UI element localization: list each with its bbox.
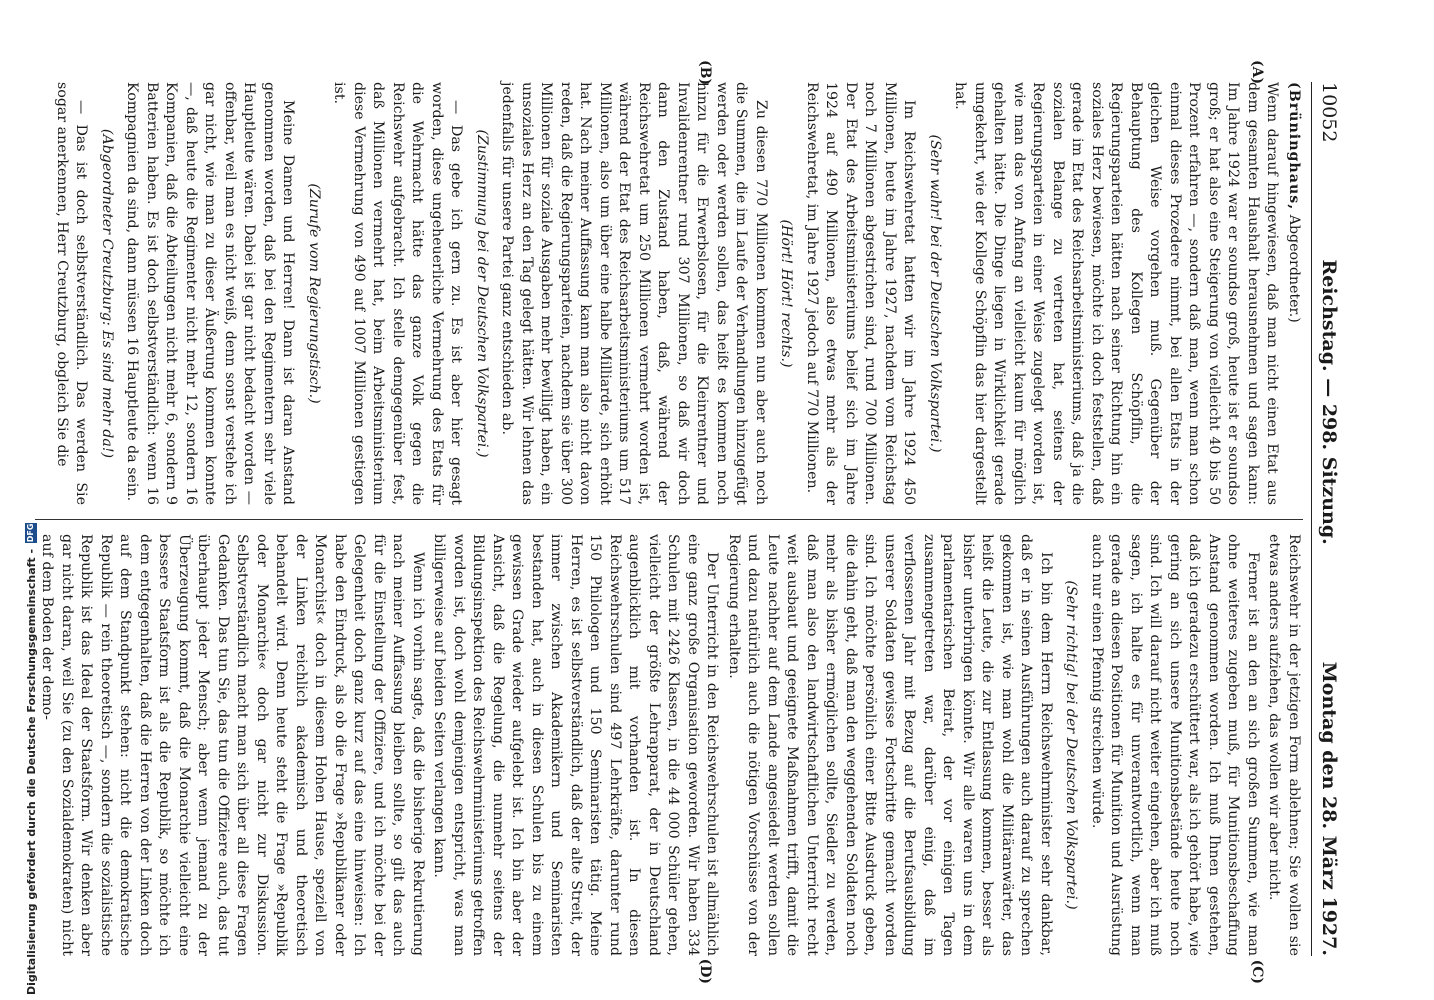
paragraph: — Das ist doch selbstverständlich. Das werden Sie sogar anerkennen, Herr Creutzburg, obgleich Sie die	[54, 82, 90, 505]
margin-marker-a: (A)	[1249, 60, 1265, 85]
interjection: (Sehr wahr! bei der Deutschen Volkspartei.)	[927, 134, 943, 453]
right-column	[35, 519, 1303, 956]
credit-text: Digitalisierung gefördert durch die Deutsche Forschungsgemeinschaft -	[24, 548, 38, 995]
paragraph: Ich bin dem Herrn Reichswehrminister sehr dankbar, daß er in seinen Ausführungen auch darauf zu sprechen gekommen ist, wie man wohl die Militäranwärter, das heißt die Leute, die zur Entlassung kommen, besser als bisher unterbringen könnte. Wir alle waren uns in dem parlamentarischen Beirat, der vor einigen Tagen zusammengetreten war, darüber einig, daß im verflossenen Jahr mit Bezug auf die Berufsausbildung unserer Soldaten gewisse Fortschritte gemacht worden sind. Ich möchte persönlich einer Bitte Ausdruck geben, die dahin geht, daß man den weggehenden Soldaten noch mehr als bisher ermöglichen sollte, Siedler zu werden, daß man also den landwirtschaftlichen Unterricht recht weit ausbaut und geeignete Maßnahmen trifft, damit die Leute nachher auf dem Lande angesiedelt werden sollen und dazu natürlich auch die nötigen Vorschüsse von der Regierung erhalten.	[726, 534, 1054, 956]
speaker-role: Abgeordneter.)	[1286, 214, 1302, 323]
paragraph: Wenn ich vorhin sagte, daß die bisherige Rekrutierung nach meiner Auffassung bleiben sollte, so gilt das auch für die Einstellung der Offiziere, und ich möchte bei der Gelegenheit doch ganz kurz auf das eine hinweisen: Ich habe den Eindruck, als ob die Frage »Republikaner oder Monarchist« doch in diesem Hohen Hause, speziell von der Linken reichlich akademisch und theoretisch behandelt wird. Denn heute steht die Frage »Republik oder Monarchie« doch gar nicht zur Diskussion. Selbstverständlich macht man sich über all diese Fragen Gedanken. Das tun Sie, das tun die Offiziere auch, das tut überhaupt jeder Mensch; aber wenn jemand zu der Überzeugung kommt, daß die Monarchie vielleicht eine bessere Staatsform ist als die Republik, so möchte ich dem entgegenhalten, daß die Herren von der Linken doch auf dem Standpunkt stehen: nicht die demokratische Republik — rein theoretisch —, sondern die sozialistische Republik ist das Ideal der Staatsform. Wir denken aber gar nicht daran, weil Sie (zu den Sozialdemokraten) nicht auf dem Boden der demo-	[39, 534, 426, 956]
digitization-credit	[16, 0, 46, 995]
paragraph: Ferner ist an den an sich großen Summen, wie man ohne weiteres zugeben muß, für Munitionsbeschaffung Anstand genommen worden. Ich muß Ihnen gestehen, daß ich geradezu erschüttert war, als ich gehört habe, wie gering an sich unsere Munitionsbestände heute noch sind. Ich will darauf nicht weiter eingehen, aber ich muß sagen, ich halte es für unverantwortlich, wenn man gerade an diesen Positionen für Munition und Ausrüstung auch nur einen Pfennig streichen würde.	[1089, 534, 1261, 956]
paragraph: Meine Damen und Herren! Dann ist daran Anstand genommen worden, daß bei den Regimentern sehr viele Hauptleute wären. Dabei ist gar nicht bedacht worden — offenbar, weil man es nicht weiß, denn sonst verstehe ich gar nicht, wie man zu dieser Äußerung kommen konnte —, daß heute die Regimenter nicht mehr 12, sondern 16 Kompanien, daß die Abteilungen nicht mehr 6, sondern 9 Batterien haben. Es ist doch selbstverständlich: wenn 16 Kompagnien da sind, dann müssen 16 Hauptleute da sein.	[124, 82, 297, 505]
paragraph: Im Reichswehretat hatten wir im Jahre 1924 450 Millionen, heute im Jahre 1927, nachdem vom Reichstag noch 7 Millionen abgestrichen sind, rund 700 Millionen. Der Etat des Arbeitsministeriums belief sich im Jahre 1924 auf 490 Millionen, also etwas mehr als der Reichswehretat, im Jahre 1927 jedoch auf 770 Millionen.	[804, 82, 918, 505]
dfg-logo-icon: DFG	[26, 523, 35, 543]
paragraph: Der Unterricht in den Reichswehrschulen ist allmählich eine ganz große Organisation geworden. Wir haben 334 Schulen mit 2426 Klassen, in die 44 000 Schüler gehen, vielleicht der größte Lehrapparat, der in Deutschland augenblicklich mit vorhanden ist. In diesen Reichswehrschulen sind 497 Lehrkräfte, darunter rund 150 Philologen und 150 Seminaristen tätig. Meine Herren, es ist selbstverständlich, daß der alte Streit, der immer zwischen Akademikern und Seminaristen bestanden hat, auch in diesen Schulen bis zu einem gewissen Grade wieder aufgelebt ist. Ich bin aber der Ansicht, daß die Regelung, die nunmehr seitens der Bildungsinspektion des Reichswehrministeriums getroffen worden ist, doch wohl demjenigen entspricht, was man billigerweise auf beiden Seiten verlangen kann.	[431, 534, 721, 956]
session-date: Montag den 28. März 1927.	[1318, 661, 1340, 956]
page-header	[1311, 82, 1340, 956]
paragraph: — Das gebe ich gern zu. Es ist aber hier gesagt worden, diese ungeheuerliche Vermehrung des Etats für die Wehrmacht hätte das ganze Volk gegen die Reichswehr aufgebracht. Ich stelle demgegenüber fest, daß Millionen vermehrt hat, beim Arbeitsministerium diese Vermehrung von 490 auf 1007 Millionen gestiegen ist.	[331, 82, 465, 505]
paragraph: Zu diesen 770 Millionen kommen nun aber auch noch die Summen, die im Laufe der Verhandlungen hinzugefügt werden oder werden sollen, das heißt es kommen noch hinzu für die Erwerbslosen, für die Kleinrentner und Invalidenrentner rund 307 Millionen, so daß wir doch dann den Zustand haben, daß, während der Reichswehretat um 250 Millionen vermehrt worden ist, während der Etat des Reichsarbeitsministeriums um 517 Millionen, also um über eine halbe Milliarde, sich erhöht hat. Nach meiner Auffassung kann man also nicht davon reden, daß die Regierungsparteien, nachdem sie über 300 Millionen für soziale Ausgaben mehr bewilligt haben, ein unsoziales Herz an den Tag gelegt hätten. Wir lehnen das jedenfalls für unsere Partei ganz entschieden ab.	[499, 82, 769, 505]
margin-marker-c: (C)	[1249, 959, 1265, 984]
interjection: (Hört! Hört! rechts.)	[778, 219, 795, 368]
interjection: (Zustimmung bei der Deutschen Volkspartei.)	[474, 129, 490, 458]
left-column	[35, 82, 1303, 519]
margin-marker-b: (B)	[697, 60, 713, 86]
text-columns	[35, 60, 1303, 984]
paragraph: Wenn darauf hingewiesen, daß man nicht einen Etat aus dem gesamten Haushalt herausnehmen und sagen kann: Im Jahre 1924 war er soundso groß, heute ist er soundso groß; er hat also eine Steigerung von vielleicht 40 bis 50 Prozent erfahren —, sondern daß man, wenn man schon einmal dieses Prozedere nimmt, bei allen Etats in der gleichen Weise vorgehen muß. Gegenüber der Behauptung des Kollegen Schöpflin, die Regierungsparteien hätten nach seiner Richtung hin ein soziales Herz bewiesen, möchte ich doch feststellen, daß gerade im Etat des Reichsarbeitsministeriums, daß ja die sozialen Belange zu vertreten hat, seitens der Regierungsparteien in einer Weise zugelegt worden ist, wie man das von Anfang an vielleicht kaum für möglich gehalten hätte. Die Dinge liegen in Wirklichkeit gerade umgekehrt, wie der Kollege Schöpflin das hier dargestellt hat.	[952, 82, 1281, 505]
interjection: (Abgeordneter Creutzburg: Es sind mehr da!)	[99, 128, 115, 459]
page-number: 10052	[1318, 82, 1340, 143]
session-title: Reichstag. — 298. Sitzung.	[1318, 259, 1340, 545]
speaker-name: (Brüninghaus,	[1286, 82, 1302, 211]
paragraph: Reichswehr in der jetzigen Form ablehnen; Sie wollen sie etwas anders aufziehen, das wollen wir aber nicht.	[1266, 534, 1302, 956]
interjection: (Sehr richtig! bei der Deutschen Volkspartei.)	[1063, 580, 1080, 910]
speaker-line	[1284, 82, 1304, 505]
interjection: (Zurufe vom Regierungstisch.)	[306, 183, 322, 404]
margin-marker-d: (D)	[697, 958, 713, 984]
